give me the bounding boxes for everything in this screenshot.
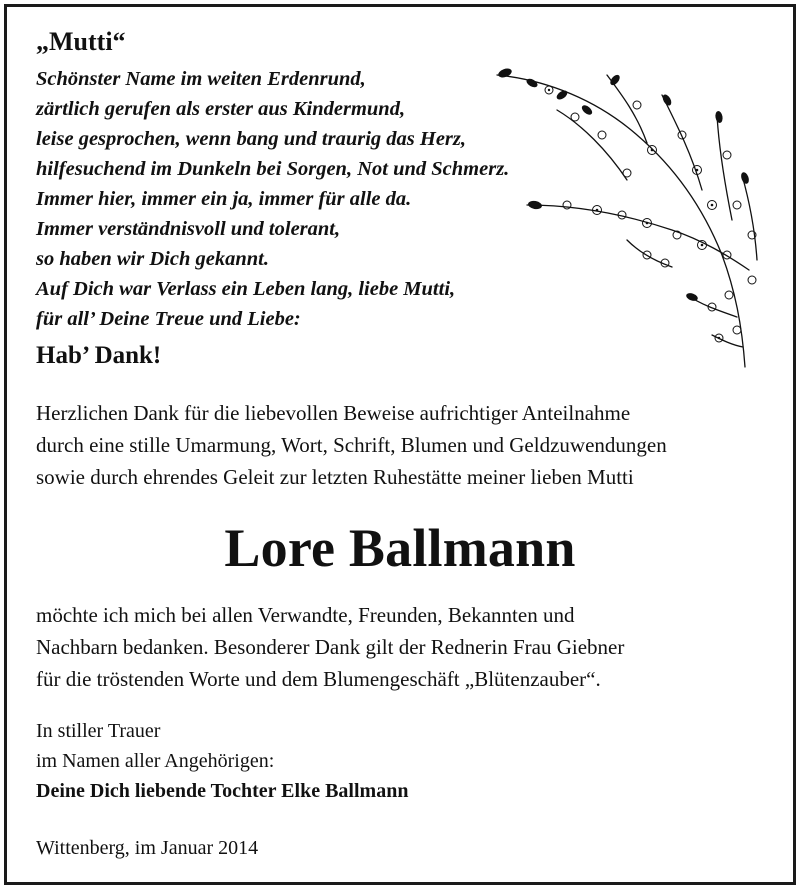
signer-name: Deine Dich liebende Tochter Elke Ballmann	[36, 780, 409, 802]
poem-line: hilfesuchend im Dunkeln bei Sorgen, Not und Schmerz.	[36, 158, 510, 180]
flowering-branch-icon	[487, 55, 787, 370]
deceased-name: Lore Ballmann	[224, 518, 576, 578]
poem-line: leise gesprochen, wenn bang und traurig das Herz,	[36, 128, 466, 150]
signature-line: im Namen aller Angehörigen:	[36, 750, 275, 772]
poem-line: Auf Dich war Verlass ein Leben lang, liebe Mutti,	[36, 278, 456, 300]
poem-line: für all’ Deine Treue und Liebe:	[36, 308, 301, 330]
place-date: Wittenberg, im Januar 2014	[36, 837, 259, 859]
thanks-intro-line: durch eine stille Umarmung, Wort, Schrift, Blumen und Geldzuwendungen	[36, 433, 667, 457]
signature-line: In stiller Trauer	[36, 720, 161, 742]
thanks-body-line: möchte ich mich bei allen Verwandte, Freunden, Bekannten und	[36, 603, 575, 627]
poem-line: zärtlich gerufen als erster aus Kindermund,	[36, 98, 406, 120]
thanks-intro-line: sowie durch ehrendes Geleit zur letzten Ruhestätte meiner lieben Mutti	[36, 465, 634, 489]
thanks-intro-line: Herzlichen Dank für die liebevollen Beweise aufrichtiger Anteilnahme	[36, 401, 631, 425]
thanks-body-line: für die tröstenden Worte und dem Blumengeschäft „Blütenzauber“.	[36, 667, 601, 691]
thanks-body-line: Nachbarn bedanken. Besonderer Dank gilt der Rednerin Frau Giebner	[36, 635, 625, 659]
poem-line: so haben wir Dich gekannt.	[36, 248, 269, 270]
poem-line: Immer verständnisvoll und tolerant,	[36, 218, 341, 240]
poem-line: Schönster Name im weiten Erdenrund,	[36, 68, 366, 90]
poem-closing: Hab’ Dank!	[36, 342, 162, 369]
obituary-notice	[4, 4, 796, 885]
poem-title: „Mutti“	[36, 27, 126, 56]
poem-line: Immer hier, immer ein ja, immer für alle da.	[36, 188, 412, 210]
